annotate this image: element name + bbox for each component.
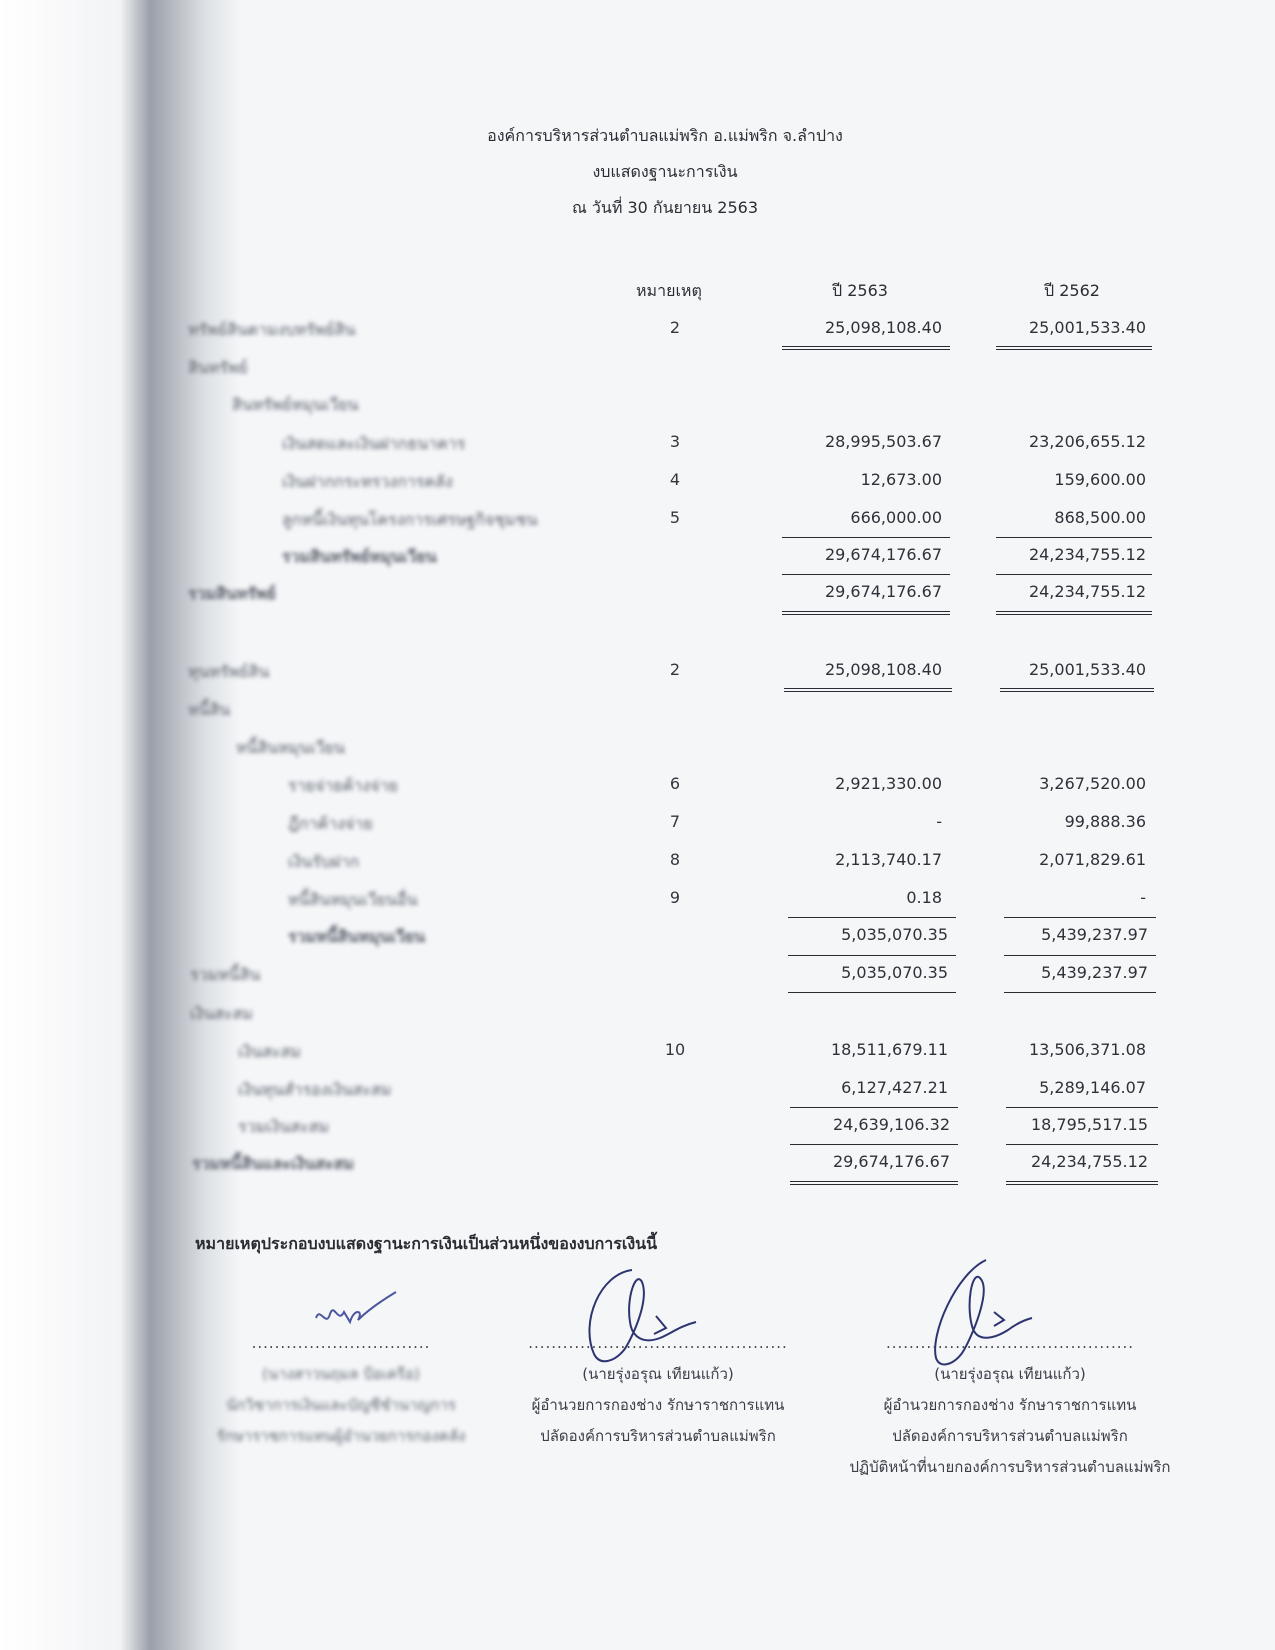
subtotal-rule <box>1004 992 1156 993</box>
signer-position-line3: ปฏิบัติหน้าที่นายกองค์การบริหารส่วนตำบลแม่พริก <box>849 1458 1171 1476</box>
row-label: รวมหนี้สินและเงินสะสม <box>192 1154 354 1173</box>
row-note: 3 <box>669 432 681 451</box>
row-value-2562: 3,267,520.00 <box>1039 774 1146 793</box>
row-value-2562: 18,795,517.15 <box>1030 1115 1148 1134</box>
row-value-2563: 24,639,106.32 <box>832 1115 950 1134</box>
row-value-2563: 5,035,070.35 <box>841 963 948 982</box>
row-value-2562: 25,001,533.40 <box>1028 318 1146 337</box>
row-note: 10 <box>664 1040 686 1059</box>
table-row <box>0 1078 1275 1104</box>
subtotal-rule <box>1006 1144 1158 1145</box>
statement-date: ณ วันที่ 30 กันยายน 2563 <box>571 198 759 217</box>
subtotal-rule <box>1004 917 1156 918</box>
row-value-2563: 28,995,503.67 <box>824 432 942 451</box>
subtotal-rule <box>790 1107 958 1108</box>
table-row <box>0 545 1275 571</box>
row-label: ทุนทรัพย์สิน <box>188 662 270 681</box>
table-row <box>0 1152 1275 1178</box>
signer-name: (นางสาวนฤมล ป้อเครือ) <box>262 1365 420 1383</box>
row-label: สินทรัพย์หมุนเวียน <box>232 395 359 414</box>
table-row <box>0 963 1275 989</box>
row-label: รวมหนี้สินหมุนเวียน <box>288 927 426 946</box>
table-row <box>0 393 1275 419</box>
signature-block-3 <box>820 1328 1200 1483</box>
row-value-2562: 13,506,371.08 <box>1028 1040 1146 1059</box>
table-row <box>0 432 1275 458</box>
signer-position-line2: ปลัดองค์การบริหารส่วนตำบลแม่พริก <box>892 1427 1128 1445</box>
column-year-2563: ปี 2563 <box>832 281 888 300</box>
signer-position-line2: ปลัดองค์การบริหารส่วนตำบลแม่พริก <box>540 1427 776 1445</box>
total-double-rule <box>996 346 1152 350</box>
row-label: หนี้สินหมุนเวียนอื่น <box>288 890 418 909</box>
row-value-2562: 5,289,146.07 <box>1039 1078 1146 1097</box>
table-row <box>0 888 1275 914</box>
signer-position-line1: ผู้อำนวยการกองช่าง รักษาราชการแทน <box>531 1396 785 1414</box>
subtotal-rule <box>782 537 950 538</box>
signature-dots: ........................................... <box>885 1334 1135 1352</box>
statement-title: งบแสดงฐานะการเงิน <box>592 162 738 181</box>
table-row <box>0 660 1275 686</box>
column-year-2562: ปี 2562 <box>1044 281 1100 300</box>
row-label: สินทรัพย์ <box>188 358 248 377</box>
row-value-2562: 99,888.36 <box>1064 812 1146 831</box>
table-row <box>0 1115 1275 1141</box>
signature-dots: ............................... <box>251 1334 431 1352</box>
row-label: ทรัพย์สินตามงบทรัพย์สิน <box>188 320 356 339</box>
table-row <box>0 850 1275 876</box>
row-value-2562: 2,071,829.61 <box>1039 850 1146 869</box>
table-row <box>0 736 1275 762</box>
row-value-2563: 666,000.00 <box>850 508 942 527</box>
row-value-2562: 868,500.00 <box>1054 508 1146 527</box>
row-label: หนี้สินหมุนเวียน <box>236 738 345 757</box>
signer-position-line1: ผู้อำนวยการกองช่าง รักษาราชการแทน <box>883 1396 1137 1414</box>
table-row <box>0 1040 1275 1066</box>
signer-name: (นายรุ่งอรุณ เทียนแก้ว) <box>582 1365 734 1383</box>
subtotal-rule <box>788 917 956 918</box>
row-label: เงินรับฝาก <box>288 852 360 871</box>
total-double-rule <box>996 611 1152 615</box>
subtotal-rule <box>996 537 1152 538</box>
row-note: 5 <box>669 508 681 527</box>
total-double-rule <box>782 611 950 615</box>
row-label: รวมหนี้สิน <box>190 965 261 984</box>
row-note: 4 <box>669 470 681 489</box>
total-double-rule <box>1006 1181 1158 1185</box>
row-value-2563: 29,674,176.67 <box>824 582 942 601</box>
row-value-2563: 29,674,176.67 <box>824 545 942 564</box>
signer-name: (นายรุ่งอรุณ เทียนแก้ว) <box>934 1365 1086 1383</box>
row-value-2563: 6,127,427.21 <box>841 1078 948 1097</box>
row-label: รวมสินทรัพย์หมุนเวียน <box>282 547 437 566</box>
subtotal-rule <box>1004 955 1156 956</box>
row-note: 6 <box>669 774 681 793</box>
row-label: รวมเงินสะสม <box>238 1117 330 1136</box>
row-value-2563: 18,511,679.11 <box>830 1040 948 1059</box>
total-double-rule <box>782 346 950 350</box>
row-label: รายจ่ายค้างจ่าย <box>288 776 398 795</box>
table-row <box>0 925 1275 951</box>
row-note: 8 <box>669 850 681 869</box>
signature-block-1 <box>196 1328 486 1452</box>
table-row <box>0 698 1275 724</box>
table-row <box>0 318 1275 344</box>
row-value-2562: 23,206,655.12 <box>1028 432 1146 451</box>
row-value-2563: 25,098,108.40 <box>824 318 942 337</box>
row-note: 2 <box>669 318 681 337</box>
subtotal-rule <box>782 574 950 575</box>
row-note: 9 <box>669 888 681 907</box>
total-double-rule <box>1000 688 1154 692</box>
row-value-2562: 24,234,755.12 <box>1028 545 1146 564</box>
total-double-rule <box>790 1181 958 1185</box>
subtotal-rule <box>996 574 1152 575</box>
subtotal-rule <box>788 955 956 956</box>
total-double-rule <box>784 688 952 692</box>
row-label: ลูกหนี้เงินทุนโครงการเศรษฐกิจชุมชน <box>282 510 538 529</box>
row-label: เงินสะสม <box>190 1004 253 1023</box>
row-label: เงินสดและเงินฝากธนาคาร <box>282 434 466 453</box>
column-note: หมายเหตุ <box>636 281 702 300</box>
row-value-2562: 5,439,237.97 <box>1041 925 1148 944</box>
row-value-2563: 2,921,330.00 <box>835 774 942 793</box>
row-label: เงินทุนสำรองเงินสะสม <box>238 1080 392 1099</box>
row-value-2563: - <box>936 812 942 831</box>
table-row <box>0 812 1275 838</box>
table-row <box>0 470 1275 496</box>
row-value-2562: 159,600.00 <box>1054 470 1146 489</box>
row-value-2562: - <box>1140 888 1146 907</box>
row-label: รวมสินทรัพย์ <box>188 584 276 603</box>
table-row <box>0 582 1275 608</box>
table-row <box>0 1002 1275 1028</box>
signer-position-line2: รักษาราชการแทนผู้อำนวยการกองคลัง <box>216 1427 466 1445</box>
signature-dots: ............................................. <box>528 1334 788 1352</box>
row-label: เงินสะสม <box>238 1042 301 1061</box>
org-name: องค์การบริหารส่วนตำบลแม่พริก อ.แม่พริก จ.ลำปาง <box>487 126 843 145</box>
table-row <box>0 356 1275 382</box>
row-value-2562: 25,001,533.40 <box>1028 660 1146 679</box>
row-value-2563: 2,113,740.17 <box>835 850 942 869</box>
row-value-2562: 24,234,755.12 <box>1030 1152 1148 1171</box>
row-value-2563: 0.18 <box>906 888 942 907</box>
subtotal-rule <box>788 992 956 993</box>
row-label: หนี้สิน <box>188 700 231 719</box>
signature-block-2 <box>508 1328 808 1452</box>
row-value-2563: 25,098,108.40 <box>824 660 942 679</box>
row-label: ฎีกาค้างจ่าย <box>288 814 373 833</box>
row-value-2562: 24,234,755.12 <box>1028 582 1146 601</box>
subtotal-rule <box>1006 1107 1158 1108</box>
row-value-2563: 5,035,070.35 <box>841 925 948 944</box>
subtotal-rule <box>790 1144 958 1145</box>
signer-position-line1: นักวิชาการเงินและบัญชีชำนาญการ <box>226 1396 456 1414</box>
table-row <box>0 508 1275 534</box>
row-value-2563: 12,673.00 <box>860 470 942 489</box>
row-label: เงินฝากกระทรวงการคลัง <box>282 472 453 491</box>
row-note: 2 <box>669 660 681 679</box>
row-value-2563: 29,674,176.67 <box>832 1152 950 1171</box>
row-value-2562: 5,439,237.97 <box>1041 963 1148 982</box>
table-row <box>0 774 1275 800</box>
row-note: 7 <box>669 812 681 831</box>
statement-footnote: หมายเหตุประกอบงบแสดงฐานะการเงินเป็นส่วนหนึ่งของงบการเงินนี้ <box>195 1234 658 1253</box>
